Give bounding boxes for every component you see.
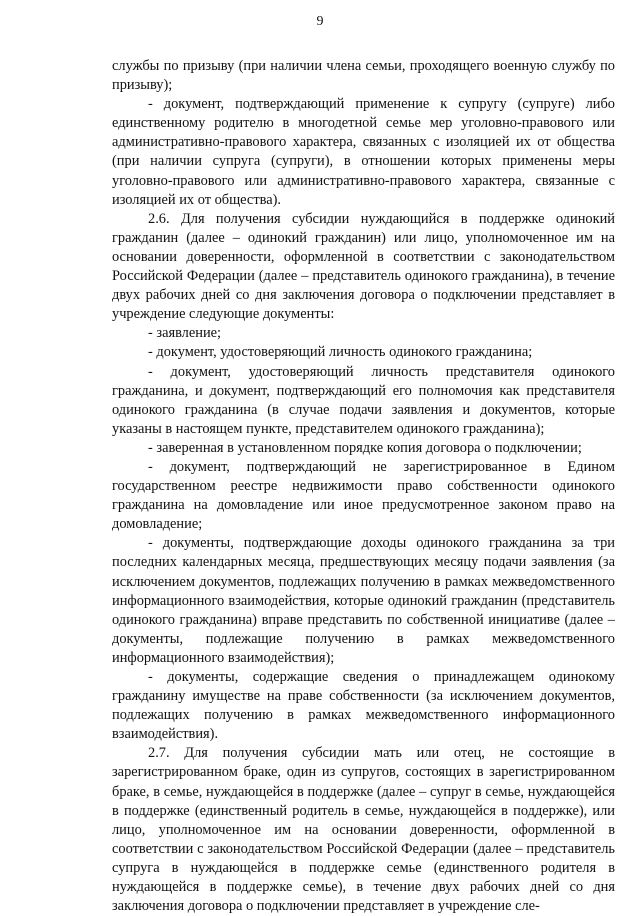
paragraph: 2.6. Для получения субсидии нуждающийся в поддержке одинокий гражданин (далее – одинокий гражданин) или лицо, уполномоченное им на основании доверенности, оформленной в соответствии с законодательством Российской Федерации (далее – представитель одинокого гражданина), в течение двух рабочих дней со дня заключения договора о подключении представляет в учреждение следующие документы: <box>112 210 615 323</box>
list-item: - документ, удостоверяющий личность представителя одинокого гражданина, и документ, подтверждающий его полномочия как представителя одинокого гражданина (в случае подачи заявления и документов, которые указаны в настоящем пункте, представителем одинокого гражданина); <box>112 363 615 437</box>
list-item: - документы, подтверждающие доходы одинокого гражданина за три последних календарных месяца, предшествующих месяцу подачи заявления (за исключением документов, подлежащих получению в рамках межведомственного информационного взаимодействия, которые одинокий гражданин (представитель одинокого гражданина) вправе представить по собственной инициативе (далее – документы, подлежащие получению в рамках межведомственного информационного взаимодействия); <box>112 535 615 666</box>
list-item: - документы, содержащие сведения о принадлежащем одинокому гражданину имуществе на праве собственности (за исключением документов, подлежащих получению в рамках межведомственного информационного взаимодействия). <box>112 669 615 743</box>
list-item: - документ, подтверждающий не зарегистрированное в Едином государственном реестре недвижимости право собственности одинокого гражданина на домовладение или иное предусмотренное законом право на домовладение; <box>112 458 615 533</box>
list-item: - документ, удостоверяющий личность одинокого гражданина; <box>148 344 533 361</box>
paragraph: службы по призыву (при наличии члена семьи, проходящего военную службу по призыву); <box>112 58 615 94</box>
list-item: - заверенная в установленном порядке копия договора о подключении; <box>148 439 582 456</box>
page-number: 9 <box>316 14 324 29</box>
list-item: - заявление; <box>148 325 222 342</box>
document-body <box>112 57 615 916</box>
paragraph: 2.7. Для получения субсидии мать или отец, не состоящие в зарегистрированном браке, один из супругов, состоящих в зарегистрированном браке, в семье, нуждающейся в поддержке (далее – супруг в семье, нуждающейся в поддержке (единственный родитель в семье, нуждающейся в поддержке), или лицо, уполномоченное им на основании доверенности, оформленной в соответствии с законодательством Российской Федерации (далее – представитель супруга в нуждающейся в поддержке семье (единственного родителя в нуждающейся в поддержке семье), в течение двух рабочих дней со дня заключения договора о подключении представляет в учреждение сле- <box>112 745 615 915</box>
paragraph: - документ, подтверждающий применение к супругу (супруге) либо единственному родителю в многодетной семье мер уголовно-правового или административно-правового характера, связанных с изоляцией их от общества (при наличии супруга (супруги), в отношении которых применены меры уголовно-правового или административно-правового характера, связанные с изоляцией их от общества). <box>112 96 615 208</box>
